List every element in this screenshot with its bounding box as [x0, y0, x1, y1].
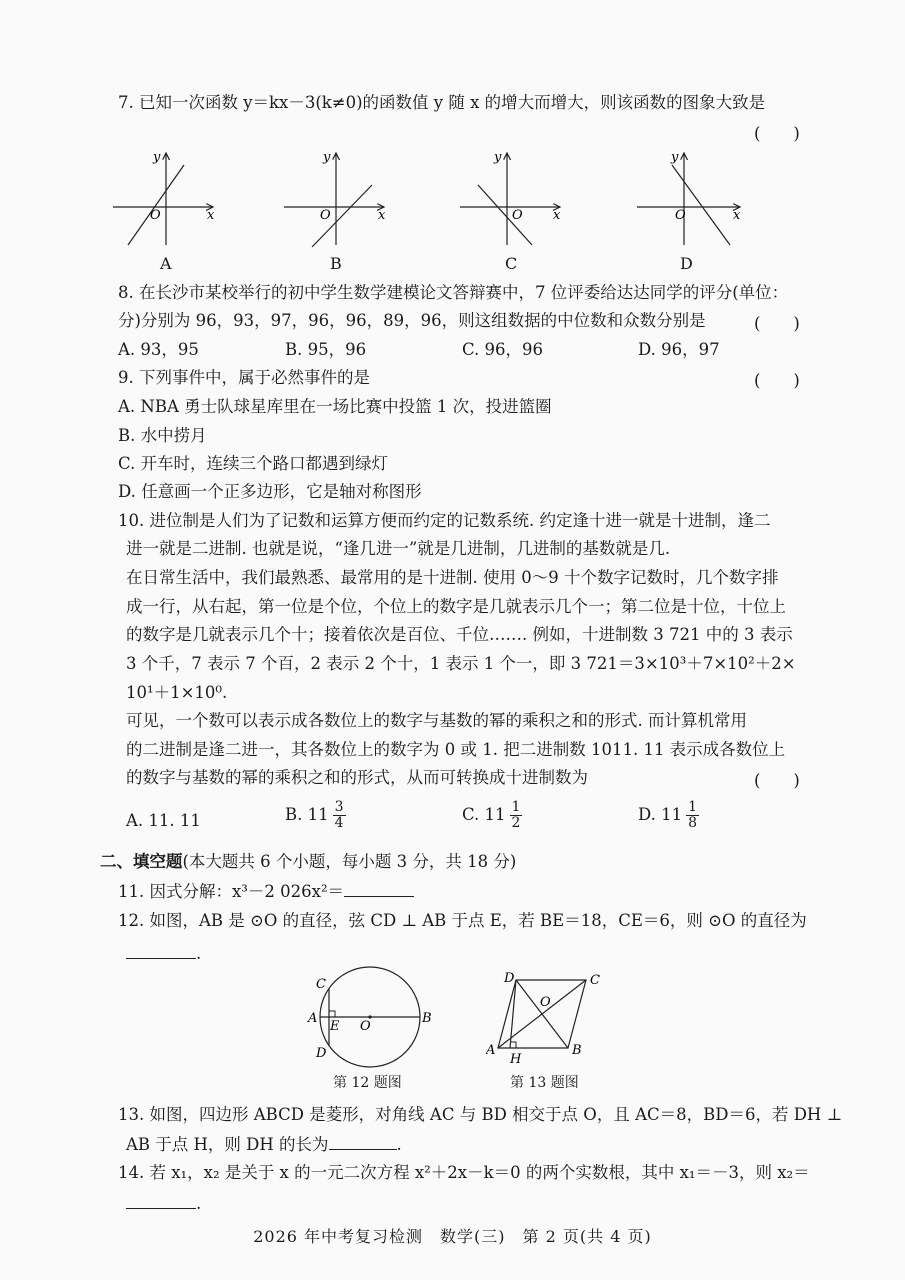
graph-d	[637, 153, 740, 245]
q14-line2: .	[126, 1192, 201, 1215]
graph-c-y: y	[494, 150, 502, 165]
fig12-label-c: C	[316, 977, 326, 992]
graph-a	[113, 153, 213, 245]
q10-line-8: 可见，一个数可以表示成各数位上的数字与基数的幂的乘积之和的形式. 而计算机常用	[126, 711, 747, 730]
q10-line-6: 3 个千，7 表示 7 个百，2 表示 2 个十，1 表示 1 个一，即 3 721＝3×10³＋7×10²＋2×	[126, 654, 796, 673]
section2-note: (本大题共 6 个小题，每小题 3 分，共 18 分)	[182, 852, 517, 871]
q13-line1: 13. 如图，四边形 ABCD 是菱形，对角线 AC 与 BD 相交于点 O，且 AC＝8，BD＝6，若 DH ⊥	[118, 1105, 843, 1124]
q14-answer-blank	[126, 1192, 196, 1209]
section2-heading	[100, 851, 516, 873]
q9-paren: ( )	[754, 371, 800, 390]
q9-option-c: C. 开车时，连续三个路口都遇到绿灯	[118, 454, 389, 473]
q10-line-4: 成一行，从右起，第一位是个位，个位上的数字是几就表示几个一；第二位是十位，十位上	[126, 597, 786, 616]
q10-line-5: 的数字是几就表示几个十；接着依次是百位、千位……. 例如，十进制数 3 721 中的 3 表示	[126, 625, 793, 644]
q14-line1: 14. 若 x₁，x₂ 是关于 x 的一元二次方程 x²＋2x－k＝0 的两个实数根，其中 x₁＝－3，则 x₂＝	[118, 1163, 810, 1182]
q8-line2: 分)分别为 96，93，97，96，96，89，96，则这组数据的中位数和众数分别是	[118, 311, 706, 330]
graph-a-label: A	[160, 254, 172, 273]
q10-line-7: 10¹＋1×10⁰.	[126, 683, 228, 702]
fig13-caption: 第 13 题图	[510, 1075, 579, 1091]
q9-stem: 9. 下列事件中，属于必然事件的是	[118, 368, 370, 387]
q7-graphs	[0, 145, 905, 275]
q8-line1: 8. 在长沙市某校举行的初中学生数学建模论文答辩赛中，7 位评委给达达同学的评分(单位：	[118, 283, 789, 302]
graph-d-label: D	[680, 254, 693, 273]
graph-b-x: x	[378, 208, 386, 223]
graph-d-x: x	[733, 208, 741, 223]
fig12-label-e: E	[330, 1019, 340, 1034]
figure-12	[300, 966, 450, 1076]
q10-line-2: 进一就是二进制. 也就是说，“逢几进一”就是几进制，几进制的基数就是几.	[126, 539, 671, 558]
q10-line-1: 10. 进位制是人们为了记数和运算方便而约定的记数系统. 约定逢十进一就是十进制，逢二	[118, 511, 771, 530]
graph-c-label: C	[505, 254, 518, 273]
graph-a-y: y	[153, 150, 161, 165]
q11	[118, 880, 414, 903]
fig13-label-b: B	[572, 1043, 582, 1058]
q9-option-d: D. 任意画一个正多边形，它是轴对称图形	[118, 482, 422, 501]
q10-line-9: 的二进制是逢二进一，其各数位上的数字为 0 或 1. 把二进制数 1011. 11 表示成各数位上	[126, 740, 786, 759]
fig13-label-a: A	[486, 1043, 496, 1058]
q9-option-a: A. NBA 勇士队球星库里在一场比赛中投篮 1 次，投进篮圈	[118, 397, 552, 416]
q10-option-b-whole: B. 11	[285, 805, 329, 824]
q13-answer-blank	[329, 1133, 397, 1150]
fig13-label-d: D	[504, 971, 515, 986]
q10-option-b-frac: $\frac{3}{4}$	[334, 799, 344, 831]
q11-answer-blank	[344, 880, 414, 897]
graph-b-y: y	[323, 150, 331, 165]
q9-option-b: B. 水中捞月	[118, 426, 207, 445]
q12-line2: .	[126, 942, 201, 965]
graph-c	[460, 153, 560, 245]
graph-d-origin: O	[675, 208, 686, 223]
q10-option-d	[638, 800, 699, 831]
fig12-caption: 第 12 题图	[333, 1075, 402, 1091]
q12-answer-blank	[126, 942, 196, 959]
graph-d-y: y	[671, 150, 679, 165]
graph-a-origin: O	[150, 208, 161, 223]
q7-paren: ( )	[754, 124, 800, 143]
page-footer: 2026 年中考复习检测 数学(三) 第 2 页(共 4 页)	[253, 1227, 652, 1246]
graph-c-x: x	[553, 208, 561, 223]
q10-option-a: A. 11. 11	[126, 811, 201, 830]
section2-title: 二、填空题	[100, 852, 183, 871]
graph-c-origin: O	[512, 208, 523, 223]
q8-option-a: A. 93，95	[118, 340, 199, 359]
graph-b-label: B	[330, 254, 342, 273]
graph-b-origin: O	[320, 208, 331, 223]
fig12-label-b: B	[422, 1011, 432, 1026]
q10-option-b	[285, 800, 346, 831]
q10-option-c-whole: C. 11	[462, 805, 506, 824]
q11-text: 11. 因式分解：x³－2 026x²＝	[118, 882, 345, 901]
fig13-label-o: O	[540, 995, 551, 1010]
graph-a-x: x	[207, 208, 215, 223]
fig12-label-d: D	[316, 1046, 327, 1061]
q10-line-3: 在日常生活中，我们最熟悉、最常用的是十进制. 使用 0～9 十个数字记数时，几个数字排	[126, 568, 779, 587]
q10-option-d-whole: D. 11	[638, 805, 683, 824]
fig13-label-c: C	[590, 973, 600, 988]
q8-option-d: D. 96，97	[638, 340, 720, 359]
q10-line-10: 的数字与基数的幂的乘积之和的形式，从而可转换成十进制数为	[126, 768, 588, 787]
fig13-label-h: H	[510, 1052, 522, 1067]
q13-line2: AB 于点 H，则 DH 的长为 .	[126, 1135, 402, 1154]
q10-option-c	[462, 800, 522, 831]
q8-paren: ( )	[754, 314, 800, 333]
q7-stem: 7. 已知一次函数 y＝kx－3(k≠0)的函数值 y 随 x 的增大而增大，则该函数的图象大致是	[118, 93, 766, 112]
q10-option-d-frac: $\frac{1}{8}$	[688, 799, 698, 831]
fig12-label-o: O	[360, 1019, 371, 1034]
q12-line1: 12. 如图，AB 是 ⊙O 的直径，弦 CD ⊥ AB 于点 E，若 BE＝18，CE＝6，则 ⊙O 的直径为	[118, 911, 807, 930]
q8-option-b: B. 95，96	[285, 340, 367, 359]
fig12-label-a: A	[308, 1011, 318, 1026]
graph-b	[284, 153, 384, 247]
q8-option-c: C. 96，96	[462, 340, 544, 359]
q10-paren: ( )	[754, 771, 800, 790]
q10-option-c-frac: $\frac{1}{2}$	[511, 799, 521, 831]
figure-13	[486, 968, 616, 1068]
